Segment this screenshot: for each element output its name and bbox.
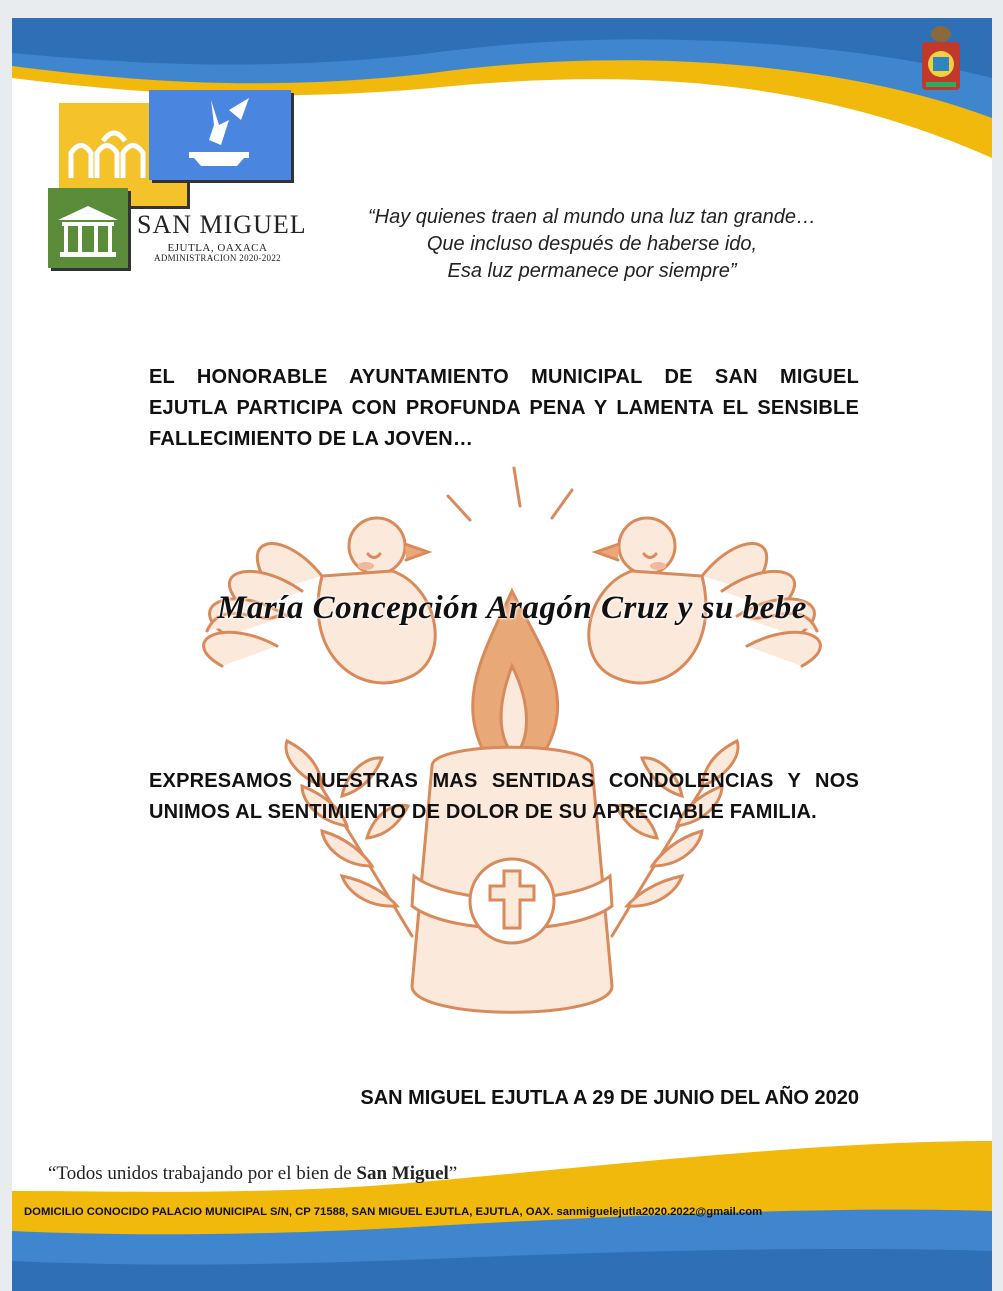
quote-line-1: “Hay quienes traen al mundo una luz tan grande…: [367, 206, 817, 228]
logo-kiosk-tile: [48, 188, 128, 268]
condolence-page: [12, 18, 992, 1291]
footer-address: DOMICILIO CONOCIDO PALACIO MUNICIPAL S/N, CP 71588, SAN MIGUEL EJUTLA, EJUTLA, OAX. sanmiguelejutla2020.2022@gmail.com: [24, 1206, 763, 1218]
logo-archangel-tile: [149, 90, 291, 180]
quote-line-3: Esa luz permanece por siempre”: [447, 260, 737, 282]
coat-of-arms-icon: [918, 24, 964, 94]
announcement-line-1: EL HONORABLE AYUNTAMIENTO MUNICIPAL DE SAN MIGUEL: [149, 366, 859, 388]
condolences-line-1: EXPRESAMOS NUESTRAS MAS SENTIDAS CONDOLENCIAS Y NOS: [149, 770, 859, 792]
logo-subtitle-place: EJUTLA, OAXACA: [167, 242, 268, 254]
footer-motto: [48, 1163, 457, 1185]
logo-title: SAN MIGUEL: [137, 210, 307, 239]
motto-prefix: “Todos unidos trabajando por el bien de: [48, 1163, 352, 1184]
condolences-line-2: UNIMOS AL SENTIMIENTO DE DOLOR DE SU APRECIABLE FAMILIA.: [149, 801, 817, 823]
condolences-paragraph: [149, 766, 859, 828]
date-line: SAN MIGUEL EJUTLA A 29 DE JUNIO DEL AÑO 2020: [360, 1087, 859, 1109]
motto-suffix: ”: [448, 1163, 458, 1184]
deceased-name: María Concepción Aragón Cruz y su bebe: [217, 590, 807, 626]
announcement-paragraph: [149, 362, 859, 455]
logo-subtitle-admin: ADMINISTRACION 2020-2022: [154, 253, 281, 263]
motto-bold: San Miguel: [356, 1163, 449, 1184]
announcement-line-3: FALLECIMIENTO DE LA JOVEN…: [149, 428, 474, 450]
quote-line-2: Que incluso después de haberse ido,: [426, 233, 758, 255]
announcement-line-2: EJUTLA PARTICIPA CON PROFUNDA PENA Y LAMENTA EL SENSIBLE: [149, 397, 859, 419]
